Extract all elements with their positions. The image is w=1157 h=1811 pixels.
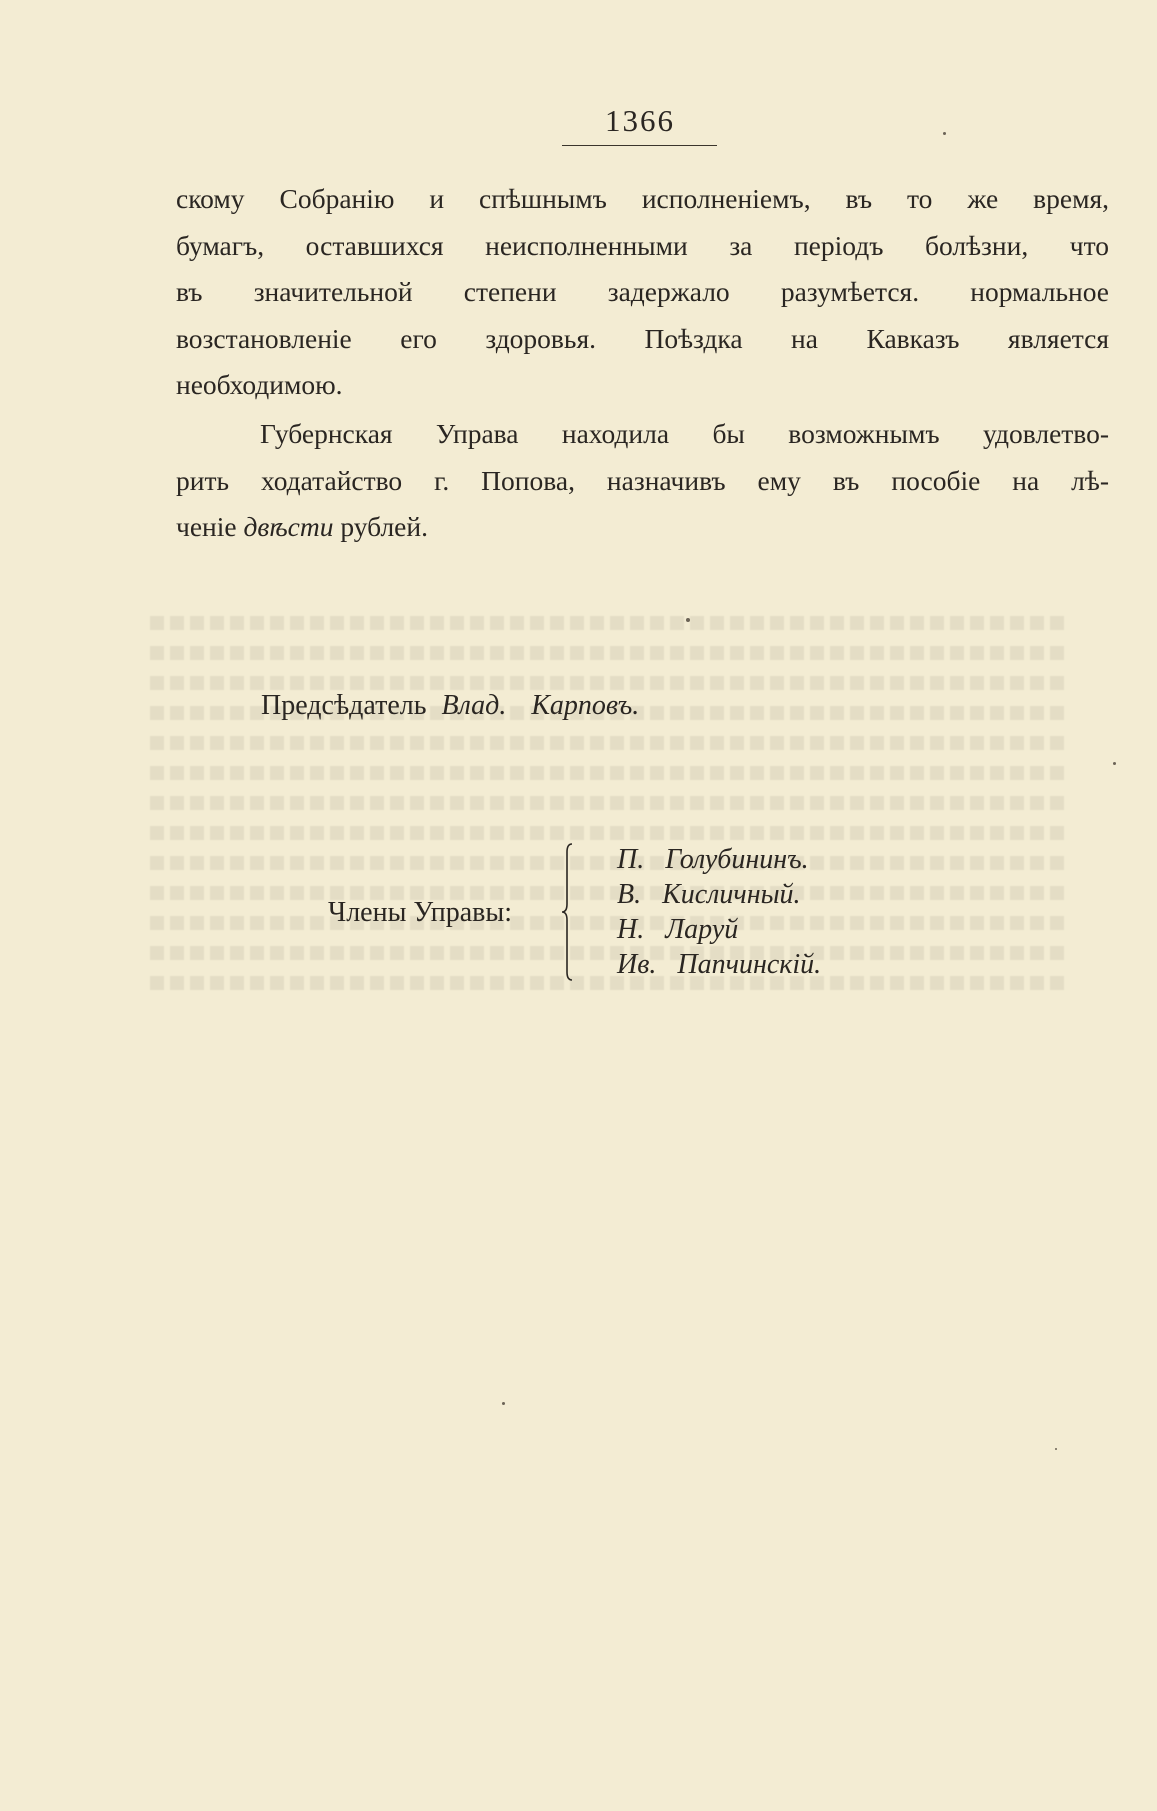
page-number-rule	[562, 145, 717, 146]
chairman-label: Предсѣдатель	[261, 690, 427, 721]
text-line: скому Собранію и спѣшнымъ исполненіемъ, въ то же время,	[176, 183, 1109, 214]
member-signature: П. Голубининъ.	[617, 844, 809, 875]
text-line-final	[176, 504, 1109, 551]
members-list	[617, 842, 821, 982]
text-line: бумагъ, оставшихся неисполненными за періодъ болѣзни, что	[176, 229, 1109, 261]
chairman-signature-line	[261, 690, 639, 722]
members-label: Члены Управы:	[328, 897, 512, 928]
member-signature: Н. Ларуй	[617, 914, 739, 945]
paper-speck	[1113, 762, 1116, 765]
paragraph-2	[176, 411, 1109, 551]
text-line: необходимою.	[176, 369, 343, 400]
text-line: рить ходатайство г. Попова, назначивъ ему въ пособіе на лѣ-	[176, 464, 1109, 496]
text-fragment: рублей.	[340, 511, 428, 542]
paper-speck	[1055, 1448, 1057, 1450]
member-signature: В. Кисличный.	[617, 879, 801, 910]
chairman-signature: Влад. Карповъ.	[441, 690, 640, 721]
text-fragment: ченіе	[176, 511, 237, 542]
curly-brace-icon	[562, 842, 592, 982]
text-line: въ значительной степени задержало разумѣется. нормальное	[176, 276, 1109, 307]
paragraph-1	[176, 176, 1109, 409]
italic-amount: двѣсти	[243, 511, 334, 542]
text-line: Губернская Управа находила бы возможнымъ удовлетво-	[260, 418, 1109, 449]
page-number: 1366	[605, 103, 675, 138]
text-line: возстановленіе его здоровья. Поѣздка на Кавказъ является	[176, 322, 1109, 354]
member-signature: Ив. Папчинскій.	[617, 949, 822, 980]
paper-speck	[502, 1402, 505, 1405]
paper-speck	[943, 132, 946, 135]
paper-speck	[686, 618, 690, 622]
bleed-through-text	[150, 600, 1070, 998]
